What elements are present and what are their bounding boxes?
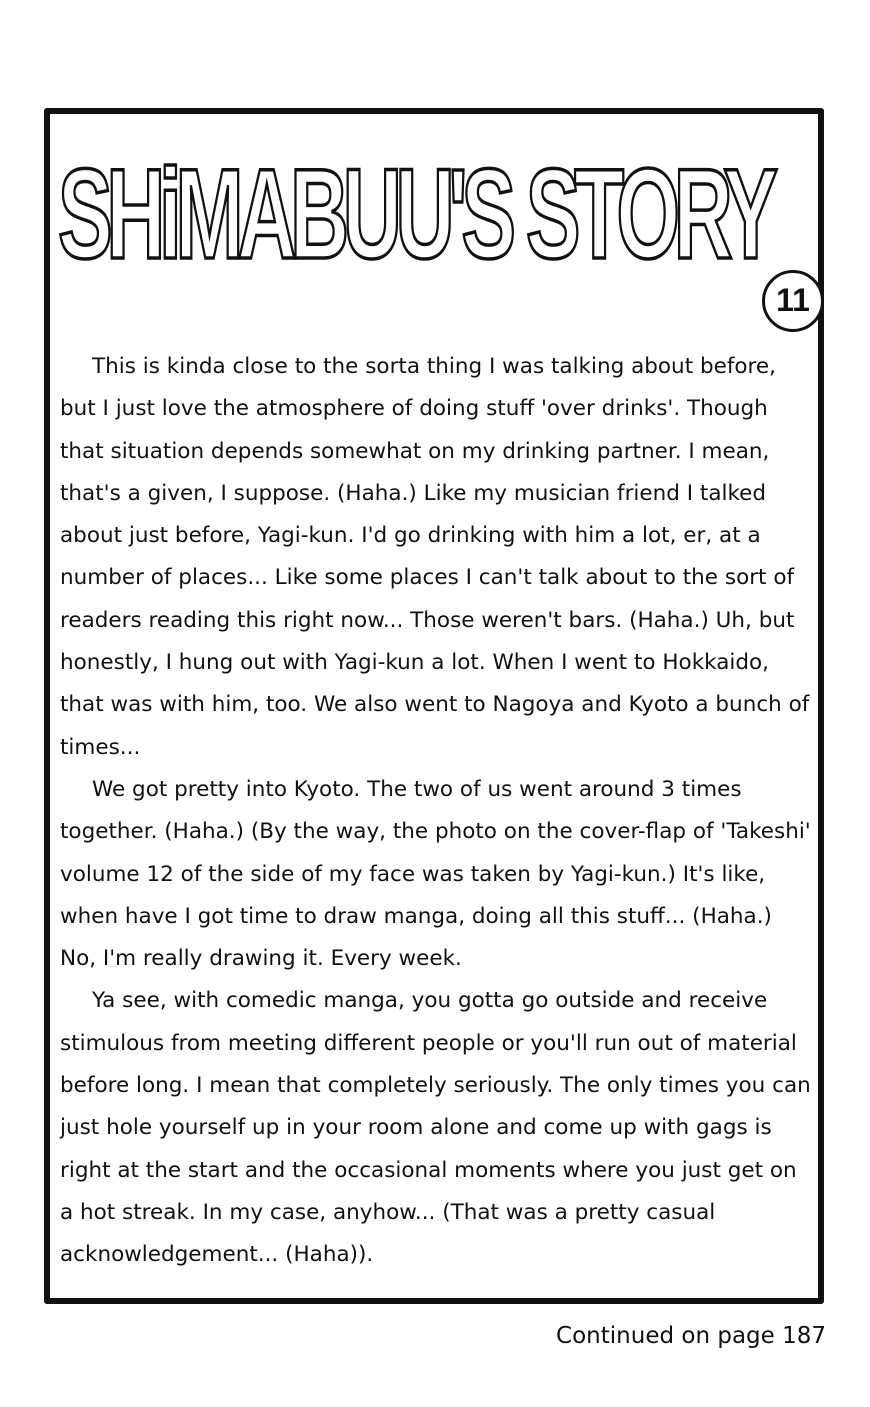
paragraph-2: We got pretty into Kyoto. The two of us went around 3 times together. (Haha.) (By the way, the photo on the cover-flap of 'Takeshi' volume 12 of the side of my face was taken by Yagi-kun.) It's like, when have I got time to draw manga, doing all this stuff... (Haha.) No, I'm really drawing it. Every week. [60,776,811,972]
paragraph-3: Ya see, with comedic manga, you gotta go outside and receive stimulous from meeting different people or you'll run out of material before long. I mean that completely seriously. The only times you can just hole yourself up in your room alone and come up with gags is right at the start and the occasional moments where you just get on a hot streak. In my case, anyhow... (That was a pretty casual acknowledgement... (Haha)). [60,988,811,1268]
continued-note: Continued on page 187 [556,1323,826,1349]
paragraph-1: This is kinda close to the sorta thing I was talking about before, but I just love the atmosphere of doing stuff 'over drinks'. Though that situation depends somewhat on my drinking partner. I mean, that's a given, I suppose. (Haha.) Like my musician friend I talked about just before, Yagi-kun. I'd go drinking with him a lot, er, at a number of places... Like some places I can't talk about to the sort of readers reading this right now... Those weren't bars. (Haha.) Uh, but honestly, I hung out with Yagi-kun a lot. When I went to Hokkaido, that was with him, too. We also went to Nagoya and Kyoto a bunch of times... [60,354,810,760]
title-area [50,130,820,320]
page-title: SHiMABUU'S STORY [58,143,772,286]
volume-badge: 11 [762,270,824,332]
story-text [60,346,812,1277]
